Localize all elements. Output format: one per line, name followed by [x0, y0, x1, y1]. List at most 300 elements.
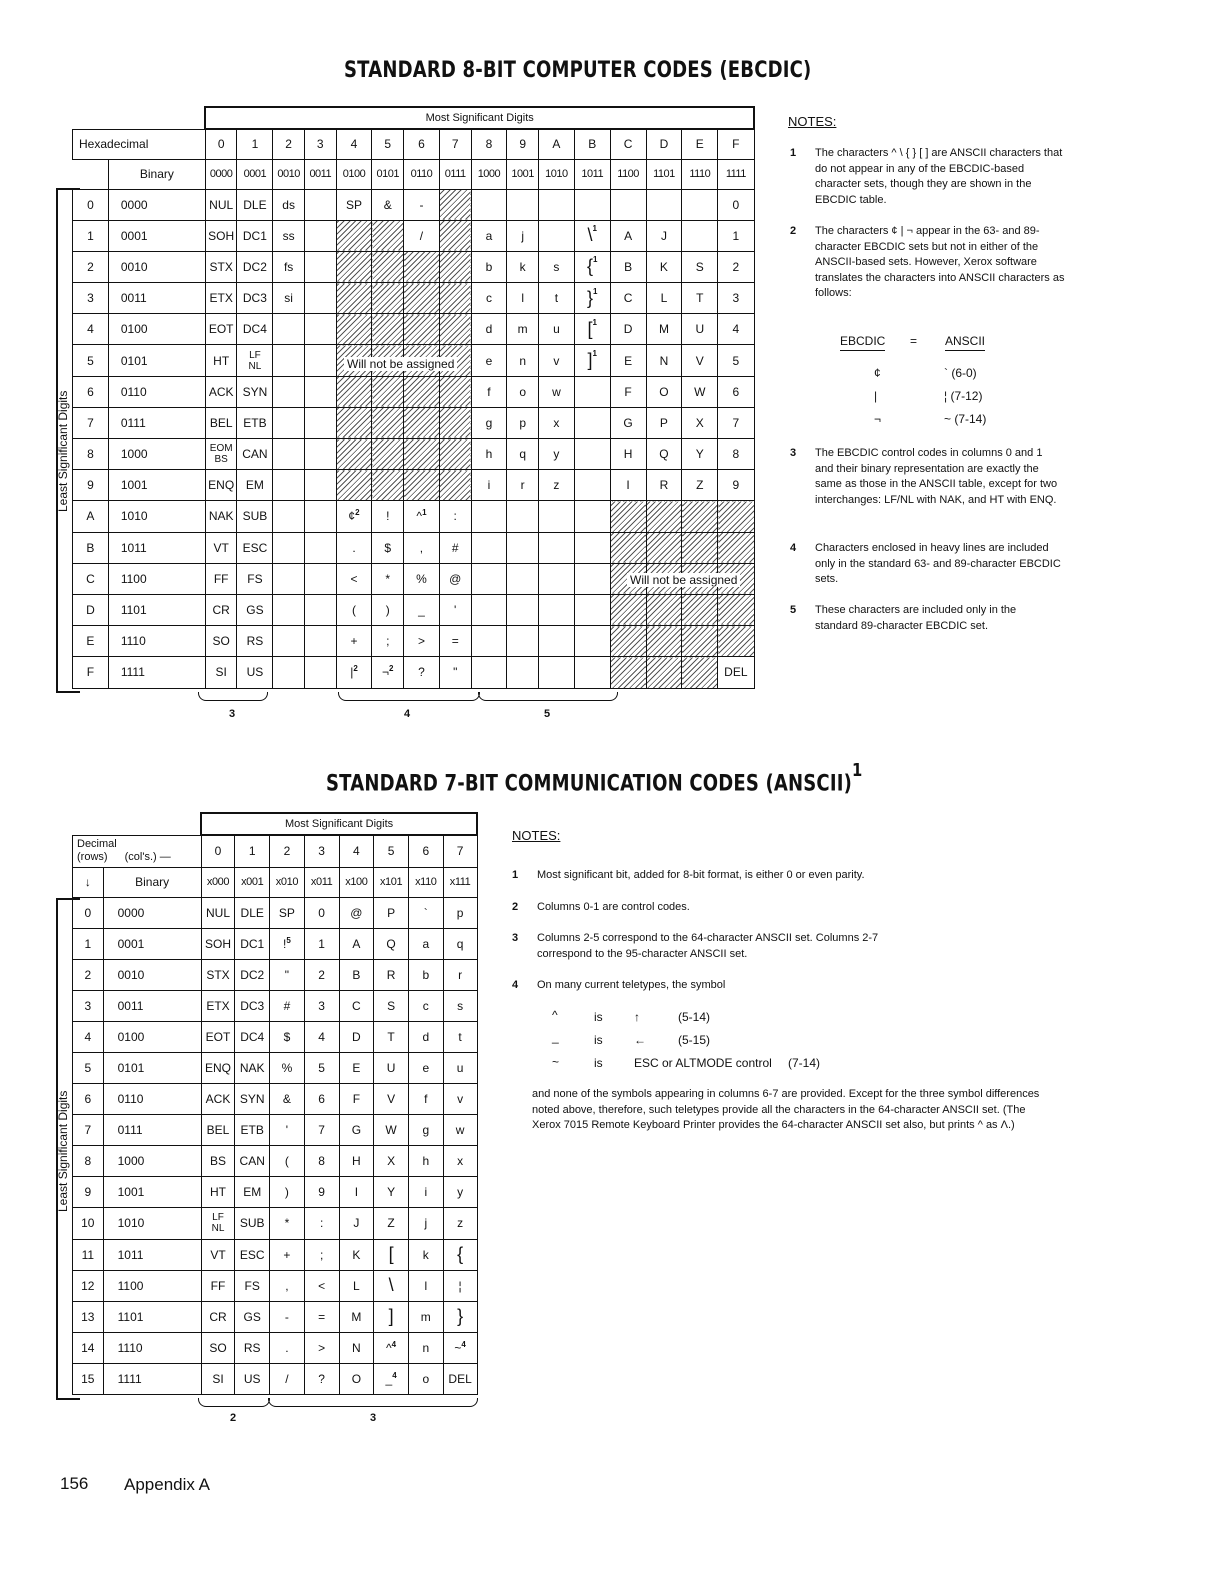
- ebcdic-cell: [718, 626, 754, 657]
- anscii-row-binary: 0010: [103, 959, 201, 990]
- anscii-col-binary: x110: [408, 867, 443, 897]
- ebcdic-cell: #: [439, 532, 471, 563]
- ebcdic-cell: 4: [718, 314, 754, 345]
- ebcdic-cell: BEL: [205, 407, 237, 438]
- anscii-col-binary: x011: [304, 867, 339, 897]
- ebcdic-cell: SI: [205, 657, 237, 688]
- anscii-cell: 0: [304, 897, 339, 928]
- anscii-decimal-header: [73, 835, 202, 867]
- ebcdic-cell: +: [336, 626, 372, 657]
- ebcdic-cell: [574, 439, 610, 470]
- anscii-col-binary: x000: [201, 867, 235, 897]
- ebcdic-cell: ,: [404, 532, 440, 563]
- anscii-col-decimal: 6: [408, 835, 443, 867]
- anscii-cell: ACK: [201, 1084, 235, 1115]
- ebcdic-row-hex: 3: [73, 283, 109, 314]
- ebcdic-cell: [372, 251, 404, 282]
- ebcdic-cell: [682, 657, 718, 688]
- ebcdic-cell: [718, 501, 754, 532]
- ebcdic-cell: i: [471, 470, 507, 501]
- ebcdic-col-hex: 5: [372, 129, 404, 159]
- ebcdic-col-hex: 6: [404, 129, 440, 159]
- ebcdic-cell: b: [471, 251, 507, 282]
- teletype-code: (5-15): [678, 1033, 711, 1047]
- ebcdic-col-hex: B: [574, 129, 610, 159]
- ebcdic-row-hex: 9: [73, 470, 109, 501]
- anscii-cell: ~$^4$: [443, 1332, 477, 1363]
- ebcdic-cell: w: [538, 376, 574, 407]
- ebcdic-cell: Q: [646, 439, 682, 470]
- anscii-row-decimal: 3: [73, 990, 104, 1021]
- ebcdic-cell: _: [404, 594, 440, 625]
- ebcdic-cell: k: [507, 251, 539, 282]
- ebcdic-col-hex: E: [682, 129, 718, 159]
- anscii-cell: LF NL: [201, 1208, 235, 1239]
- ebcdic-cell: j: [507, 220, 539, 251]
- anscii-cell: SOH: [201, 928, 235, 959]
- anscii-cell: DC2: [235, 959, 270, 990]
- anscii-cell: A: [339, 928, 374, 959]
- ebcdic-cell: [404, 407, 440, 438]
- ebcdic-row-binary: 0111: [108, 407, 205, 438]
- anscii-cell: S: [374, 990, 409, 1021]
- ebcdic-cell: [336, 314, 372, 345]
- ebcdic-hatch-label-lower: Will not be assigned: [627, 573, 740, 587]
- ebcdic-cell: [273, 594, 305, 625]
- ebcdic-cell: [538, 594, 574, 625]
- ebcdic-cell: [507, 563, 539, 594]
- ebcdic-cell: [574, 376, 610, 407]
- ebcdic-cell: [336, 439, 372, 470]
- ebcdic-cell: [372, 470, 404, 501]
- anscii-cell: w: [443, 1115, 477, 1146]
- ebcdic-cell: [304, 657, 336, 688]
- ebcdic-cell: (: [336, 594, 372, 625]
- anscii-row-binary: 1001: [103, 1177, 201, 1208]
- ebcdic-cell: [273, 439, 305, 470]
- ebcdic-cell: [304, 407, 336, 438]
- anscii-cell: 9: [304, 1177, 339, 1208]
- anscii-cell: q: [443, 928, 477, 959]
- ebcdic-cell: LF NL: [237, 345, 273, 376]
- anscii-cell: _$^4$: [374, 1363, 409, 1394]
- anscii-cell: M: [339, 1301, 374, 1332]
- anscii-cell: /: [270, 1363, 305, 1394]
- ebcdic-cell: q: [507, 439, 539, 470]
- anscii-cell: R: [374, 959, 409, 990]
- teletype-is: is: [594, 1056, 603, 1070]
- ebcdic-cell: x: [538, 407, 574, 438]
- conversion-ebcdic-char: |: [874, 389, 878, 403]
- ebcdic-cell: ETB: [237, 407, 273, 438]
- ebcdic-cell: F: [610, 376, 646, 407]
- ebcdic-cell: [682, 220, 718, 251]
- ebcdic-cell: [718, 532, 754, 563]
- ebcdic-col-hex: 2: [273, 129, 305, 159]
- anscii-cell: RS: [235, 1332, 270, 1363]
- ebcdic-cell: [574, 657, 610, 688]
- ebcdic-cell: [273, 345, 305, 376]
- ebcdic-cell: FS: [237, 563, 273, 594]
- anscii-cell: :: [304, 1208, 339, 1239]
- anscii-cell: L: [339, 1270, 374, 1301]
- ebcdic-cell: [439, 220, 471, 251]
- ebcdic-row-binary: 0000: [108, 189, 205, 220]
- ebcdic-cell: s: [538, 251, 574, 282]
- ebcdic-cell: [646, 189, 682, 220]
- teletype-is: is: [594, 1033, 603, 1047]
- ebcdic-col-hex: 1: [237, 129, 273, 159]
- ebcdic-brace-label: 5: [544, 708, 551, 720]
- anscii-col-decimal: 1: [235, 835, 270, 867]
- ebcdic-row-hex: 0: [73, 189, 109, 220]
- ebcdic-row-hex: B: [73, 532, 109, 563]
- anscii-cell: GS: [235, 1301, 270, 1332]
- anscii-brace-label: 3: [370, 1412, 377, 1424]
- anscii-cell: G: [339, 1115, 374, 1146]
- ebcdic-cell: [372, 314, 404, 345]
- ebcdic-cell: /: [404, 220, 440, 251]
- ebcdic-cell: [404, 376, 440, 407]
- ebcdic-col-binary: 0011: [304, 159, 336, 189]
- anscii-cell: !$^5$: [270, 928, 305, 959]
- ebcdic-brace-label: 4: [404, 708, 411, 720]
- ebcdic-cell: [404, 314, 440, 345]
- ebcdic-cell: [574, 189, 610, 220]
- anscii-cell: FF: [201, 1270, 235, 1301]
- anscii-cell: g: [408, 1115, 443, 1146]
- teletype-is: is: [594, 1010, 603, 1024]
- anscii-cell: ,: [270, 1270, 305, 1301]
- anscii-cell: l: [408, 1270, 443, 1301]
- anscii-cell: o: [408, 1363, 443, 1394]
- ebcdic-cell: [304, 439, 336, 470]
- ebcdic-row-hex: 4: [73, 314, 109, 345]
- ebcdic-col-binary: 1101: [646, 159, 682, 189]
- anscii-rows-cols-label: (rows) (col's.) —: [77, 851, 171, 863]
- anscii-cell: ?: [304, 1363, 339, 1394]
- anscii-cell: ]: [374, 1301, 409, 1332]
- ebcdic-cell: [304, 563, 336, 594]
- ebcdic-cell: $: [372, 532, 404, 563]
- anscii-cell: N: [339, 1332, 374, 1363]
- teletype-replacement: ←: [634, 1033, 646, 1047]
- anscii-cell: SP: [270, 897, 305, 928]
- anscii-cell: DC4: [235, 1021, 270, 1052]
- anscii-decimal-label: Decimal: [77, 838, 117, 850]
- ebcdic-cell: [646, 532, 682, 563]
- ebcdic-cell: NAK: [205, 501, 237, 532]
- ebcdic-cell: &: [372, 189, 404, 220]
- anscii-cell: s: [443, 990, 477, 1021]
- ebcdic-col-binary: 0111: [439, 159, 471, 189]
- ebcdic-cell: [273, 626, 305, 657]
- ebcdic-cell: EOM BS: [205, 439, 237, 470]
- ebcdic-cell: l: [507, 283, 539, 314]
- ebcdic-cell: z: [538, 470, 574, 501]
- anscii-cell: &: [270, 1084, 305, 1115]
- anscii-note-continuation: and none of the symbols appearing in columns 6-7 are provided. Except for the three symbol differences noted above, therefore, such teletypes provide all the characters in the 64-character ANSCII set. (The Xerox 7015 Remote Keyboard Printer provides the 64-character ANSCII set also, but prints ^ as Λ.): [532, 1088, 1040, 1131]
- anscii-row-binary: 1111: [103, 1363, 201, 1394]
- anscii-cell: BS: [201, 1146, 235, 1177]
- anscii-row-binary: 0100: [103, 1021, 201, 1052]
- anscii-col-binary: x111: [443, 867, 477, 897]
- anscii-row-decimal: 6: [73, 1084, 104, 1115]
- anscii-brace-label: 2: [230, 1412, 237, 1424]
- anscii-brace-2: [198, 1398, 270, 1407]
- ebcdic-cell: r: [507, 470, 539, 501]
- anscii-cell: =: [304, 1301, 339, 1332]
- ebcdic-cell: RS: [237, 626, 273, 657]
- anscii-cell: h: [408, 1146, 443, 1177]
- ebcdic-cell: si: [273, 283, 305, 314]
- ebcdic-cell: [538, 532, 574, 563]
- ebcdic-col-hex: 0: [205, 129, 237, 159]
- ebcdic-cell: P: [646, 407, 682, 438]
- anscii-cell: SUB: [235, 1208, 270, 1239]
- teletype-code: (5-14): [678, 1010, 711, 1024]
- ebcdic-cell: :: [439, 501, 471, 532]
- anscii-cell: k: [408, 1239, 443, 1270]
- ebcdic-cell: ds: [273, 189, 305, 220]
- anscii-cell: n: [408, 1332, 443, 1363]
- ebcdic-cell: [439, 283, 471, 314]
- ebcdic-cell: [538, 501, 574, 532]
- anscii-cell: t: [443, 1021, 477, 1052]
- ebcdic-cell: *: [372, 563, 404, 594]
- ebcdic-cell: [336, 283, 372, 314]
- ebcdic-cell: ¢$^2$: [336, 501, 372, 532]
- anscii-row-binary: 0110: [103, 1084, 201, 1115]
- ebcdic-cell: ss: [273, 220, 305, 251]
- ebcdic-cell: [507, 189, 539, 220]
- anscii-cell: ': [270, 1115, 305, 1146]
- ebcdic-row-hex: 1: [73, 220, 109, 251]
- ebcdic-row-binary: 1000: [108, 439, 205, 470]
- anscii-cell: P: [374, 897, 409, 928]
- anscii-cell: Z: [374, 1208, 409, 1239]
- ebcdic-row-hex: D: [73, 594, 109, 625]
- anscii-cell: C: [339, 990, 374, 1021]
- ebcdic-cell: [304, 532, 336, 563]
- ebcdic-cell: [718, 594, 754, 625]
- ebcdic-row-hex: 7: [73, 407, 109, 438]
- anscii-cell: J: [339, 1208, 374, 1239]
- ebcdic-cell: !: [372, 501, 404, 532]
- ebcdic-col-binary: 0000: [205, 159, 237, 189]
- anscii-cell: SI: [201, 1363, 235, 1394]
- anscii-cell: r: [443, 959, 477, 990]
- ebcdic-msd-label: Most Significant Digits: [205, 107, 754, 129]
- ebcdic-cell: W: [682, 376, 718, 407]
- ebcdic-cell: [682, 532, 718, 563]
- ebcdic-cell: SO: [205, 626, 237, 657]
- anscii-cell: DC3: [235, 990, 270, 1021]
- ebcdic-cell: [574, 594, 610, 625]
- ebcdic-cell: [538, 189, 574, 220]
- ebcdic-col-binary: 0001: [237, 159, 273, 189]
- ebcdic-cell: [304, 376, 336, 407]
- ebcdic-row-binary: 1101: [108, 594, 205, 625]
- ebcdic-cell: [646, 501, 682, 532]
- ebcdic-cell: [273, 501, 305, 532]
- ebcdic-cell: \$^1$: [574, 220, 610, 251]
- anscii-cell: 2: [304, 959, 339, 990]
- ebcdic-cell: [574, 563, 610, 594]
- anscii-cell: `: [408, 897, 443, 928]
- anscii-row-decimal: 11: [73, 1239, 104, 1270]
- anscii-down-arrow-icon: ↓: [73, 867, 104, 897]
- ebcdic-cell: [304, 251, 336, 282]
- anscii-row-binary: 1011: [103, 1239, 201, 1270]
- ebcdic-cell: [610, 501, 646, 532]
- anscii-col-decimal: 4: [339, 835, 374, 867]
- anscii-cell: ): [270, 1177, 305, 1208]
- ebcdic-cell: STX: [205, 251, 237, 282]
- anscii-cell: V: [374, 1084, 409, 1115]
- ebcdic-cell: L: [646, 283, 682, 314]
- ebcdic-cell: [336, 251, 372, 282]
- ebcdic-cell: VT: [205, 532, 237, 563]
- anscii-title: STANDARD 7-BIT COMMUNICATION CODES (ANSCII)$^1$: [326, 760, 863, 797]
- ebcdic-cell: [273, 563, 305, 594]
- ebcdic-cell: T: [682, 283, 718, 314]
- anscii-cell: e: [408, 1052, 443, 1083]
- ebcdic-cell: A: [610, 220, 646, 251]
- ebcdic-cell: @: [439, 563, 471, 594]
- ebcdic-row-binary: 0001: [108, 220, 205, 251]
- anscii-cell: ¦: [443, 1270, 477, 1301]
- ebcdic-cell: [304, 626, 336, 657]
- ebcdic-cell: <: [336, 563, 372, 594]
- anscii-cell: CR: [201, 1301, 235, 1332]
- ebcdic-cell: K: [646, 251, 682, 282]
- anscii-cell: m: [408, 1301, 443, 1332]
- ebcdic-cell: [404, 439, 440, 470]
- ebcdic-cell: ?: [404, 657, 440, 688]
- anscii-cell: STX: [201, 959, 235, 990]
- anscii-cell: W: [374, 1115, 409, 1146]
- ebcdic-cell: >: [404, 626, 440, 657]
- ebcdic-cell: [471, 189, 507, 220]
- ebcdic-cell: S: [682, 251, 718, 282]
- ebcdic-row-binary: 1111: [108, 657, 205, 688]
- ebcdic-cell: [682, 594, 718, 625]
- anscii-col-decimal: 7: [443, 835, 477, 867]
- anscii-cell: F: [339, 1084, 374, 1115]
- anscii-cell: p: [443, 897, 477, 928]
- ebcdic-cell: [439, 439, 471, 470]
- conversion-anscii-char: ¦ (7-12): [944, 389, 983, 403]
- ebcdic-cell: ]$^1$: [574, 345, 610, 376]
- ebcdic-cell: HT: [205, 345, 237, 376]
- anscii-cell: D: [339, 1021, 374, 1052]
- anscii-cell: c: [408, 990, 443, 1021]
- anscii-row-decimal: 12: [73, 1270, 104, 1301]
- teletype-replacement: ESC or ALTMODE control: [634, 1056, 772, 1070]
- ebcdic-cell: DLE: [237, 189, 273, 220]
- ebcdic-cell: 5: [718, 345, 754, 376]
- ebcdic-cell: d: [471, 314, 507, 345]
- ebcdic-cell: [336, 220, 372, 251]
- footer-section: Appendix A: [124, 1475, 211, 1494]
- anscii-cell: 6: [304, 1084, 339, 1115]
- ebcdic-cell: [273, 376, 305, 407]
- ebcdic-cell: FF: [205, 563, 237, 594]
- ebcdic-cell: N: [646, 345, 682, 376]
- ebcdic-col-binary: 1111: [718, 159, 754, 189]
- anscii-cell: O: [339, 1363, 374, 1394]
- ebcdic-cell: [439, 251, 471, 282]
- ebcdic-cell: D: [610, 314, 646, 345]
- ebcdic-cell: [372, 376, 404, 407]
- anscii-binary-label: Binary: [103, 867, 201, 897]
- ebcdic-cell: EOT: [205, 314, 237, 345]
- ebcdic-cell: y: [538, 439, 574, 470]
- ebcdic-cell: ACK: [205, 376, 237, 407]
- ebcdic-row-hex: 8: [73, 439, 109, 470]
- anscii-cell: E: [339, 1052, 374, 1083]
- ebcdic-col-hex: C: [610, 129, 646, 159]
- ebcdic-cell: ): [372, 594, 404, 625]
- ebcdic-cell: US: [237, 657, 273, 688]
- ebcdic-row-binary: 1010: [108, 501, 205, 532]
- ebcdic-cell: CAN: [237, 439, 273, 470]
- ebcdic-cell: [507, 594, 539, 625]
- anscii-cell: HT: [201, 1177, 235, 1208]
- ebcdic-cell: [372, 407, 404, 438]
- anscii-cell: b: [408, 959, 443, 990]
- ebcdic-row-binary: 1100: [108, 563, 205, 594]
- anscii-cell: ^$^4$: [374, 1332, 409, 1363]
- ebcdic-cell: n: [507, 345, 539, 376]
- ebcdic-cell: g: [471, 407, 507, 438]
- ebcdic-cell: [538, 220, 574, 251]
- ebcdic-cell: [404, 283, 440, 314]
- anscii-cell: ETX: [201, 990, 235, 1021]
- ebcdic-col-binary: 0101: [372, 159, 404, 189]
- ebcdic-cell: [439, 314, 471, 345]
- ebcdic-cell: V: [682, 345, 718, 376]
- ebcdic-row-binary: 0101: [108, 345, 205, 376]
- ebcdic-cell: U: [682, 314, 718, 345]
- ebcdic-cell: M: [646, 314, 682, 345]
- ebcdic-cell: [574, 626, 610, 657]
- anscii-cell: BEL: [201, 1115, 235, 1146]
- page-number: 156: [60, 1474, 89, 1493]
- ebcdic-cell: [439, 376, 471, 407]
- ebcdic-cell: E: [610, 345, 646, 376]
- ebcdic-cell: h: [471, 439, 507, 470]
- anscii-col-decimal: 0: [201, 835, 235, 867]
- ebcdic-cell: Z: [682, 470, 718, 501]
- anscii-cell: -: [270, 1301, 305, 1332]
- ebcdic-notes-title: NOTES:: [788, 114, 837, 129]
- ebcdic-row-binary: 1110: [108, 626, 205, 657]
- ebcdic-cell: 8: [718, 439, 754, 470]
- ebcdic-cell: 3: [718, 283, 754, 314]
- anscii-row-decimal: 13: [73, 1301, 104, 1332]
- ebcdic-row-hex: A: [73, 501, 109, 532]
- ebcdic-row-hex: F: [73, 657, 109, 688]
- ebcdic-cell: ENQ: [205, 470, 237, 501]
- ebcdic-row-binary: 0110: [108, 376, 205, 407]
- anscii-cell: 5: [304, 1052, 339, 1083]
- ebcdic-cell: -: [404, 189, 440, 220]
- ebcdic-table: [72, 106, 755, 689]
- ebcdic-col-binary: 1011: [574, 159, 610, 189]
- ebcdic-col-hex: A: [538, 129, 574, 159]
